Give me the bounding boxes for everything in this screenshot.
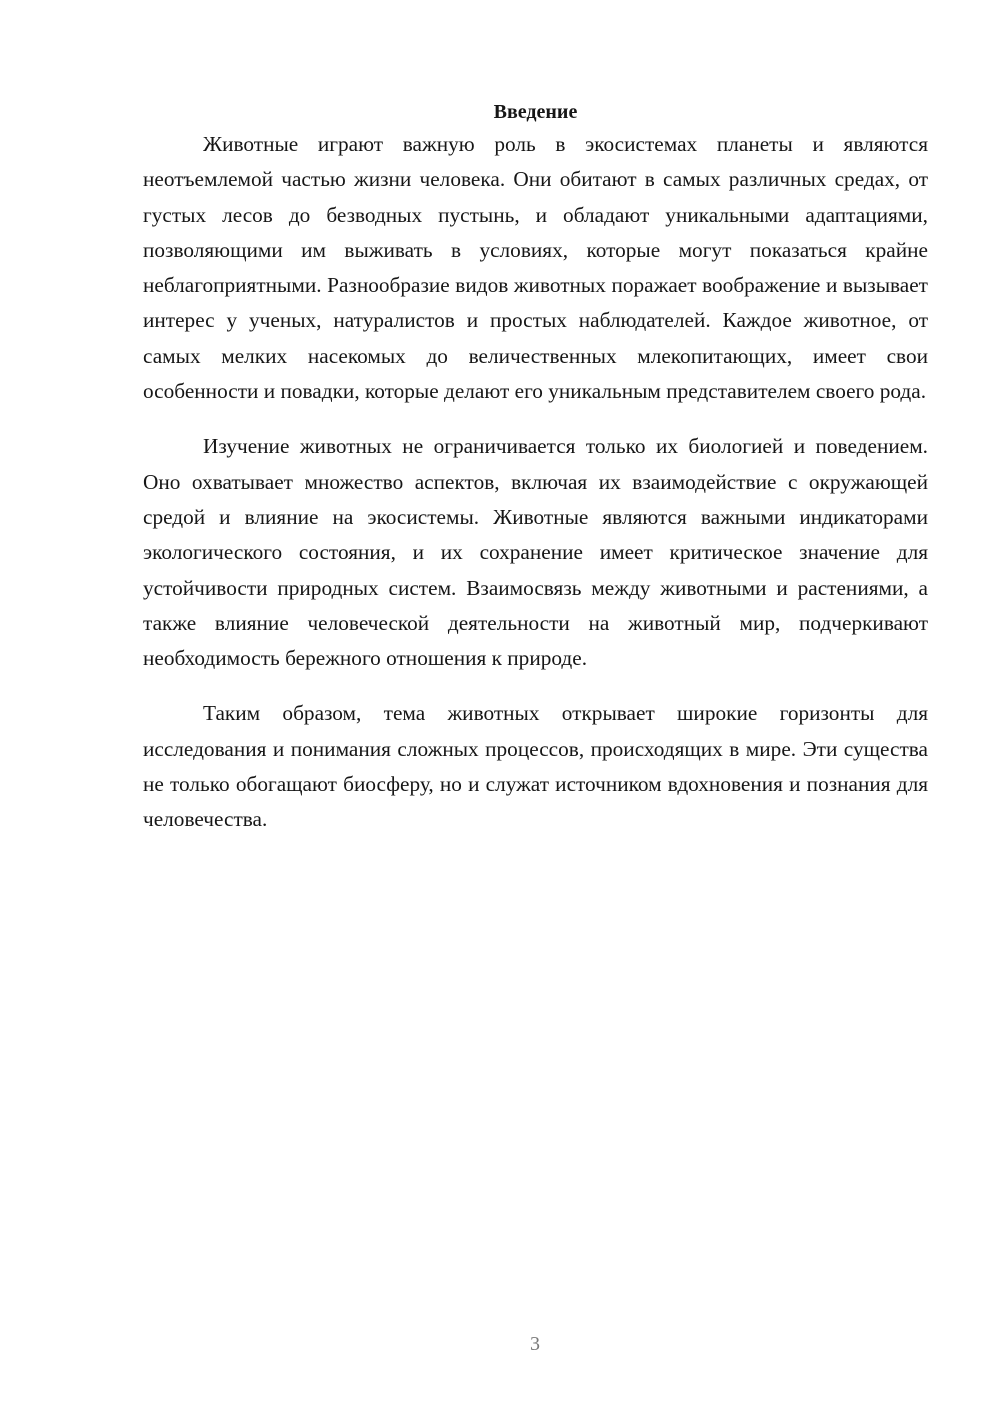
section-title: Введение — [493, 101, 578, 123]
paragraph-3: Таким образом, тема животных открывает широкие горизонты для исследования и понимания сложных процессов, происходящих в мире. Эти существа не только обогащают биосферу, но и служат источником вдохновения и познания для человечества. — [143, 701, 928, 832]
page-number: 3 — [530, 1333, 540, 1355]
paragraph-2: Изучение животных не ограничивается только их биологией и поведением. Оно охватывает множество аспектов, включая их взаимодействие с окружающей средой и влияние на экосистемы. Животные являются важными индикаторами экологического состояния, и их сохранение имеет критическое значение для устойчивости природных систем. Взаимосвязь между животными и растениями, а также влияние человеческой деятельности на животный мир, подчеркивают необходимость бережного отношения к природе. — [143, 434, 928, 671]
paragraph-1: Животные играют важную роль в экосистемах планеты и являются неотъемлемой частью жизни человека. Они обитают в самых различных средах, от густых лесов до безводных пустынь, и обладают уникальными адаптациями, позволяющими им выживать в условиях, которые могут показаться крайне неблагоприятными. Разнообразие видов животных поражает воображение и вызывает интерес у ученых, натуралистов и простых наблюдателей. Каждое животное, от самых мелких насекомых до величественных млекопитающих, имеет свои особенности и повадки, которые делают его уникальным представителем своего рода. — [143, 132, 928, 404]
document-body — [143, 96, 928, 838]
